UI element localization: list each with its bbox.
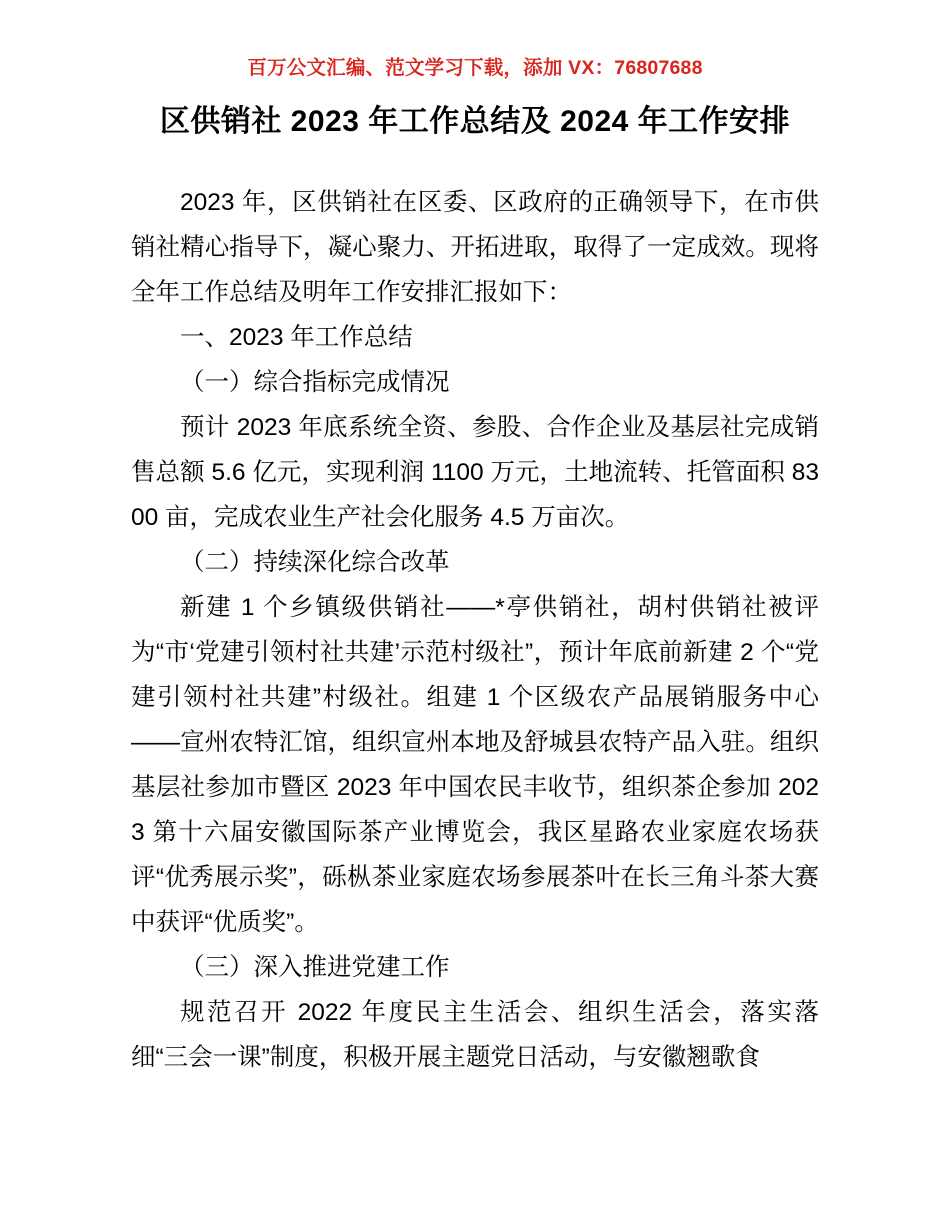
paragraph-subsection-one: 预计 2023 年底系统全资、参股、合作企业及基层社完成销售总额 5.6 亿元，实现利润 1100 万元，土地流转、托管面积 8300 亩，完成农业生产社会化服务 4.5 万亩次。: [131, 414, 819, 532]
heading-section-one: 一、2023 年工作总结: [180, 324, 413, 352]
promo-banner-text: 百万公文汇编、范文学习下载，添加 VX：76807688: [247, 57, 703, 79]
intro-paragraph: 2023 年，区供销社在区委、区政府的正确领导下，在市供销社精心指导下，凝心聚力、开拓进取，取得了一定成效。现将全年工作总结及明年工作安排汇报如下：: [131, 189, 819, 307]
heading-subsection-three: （三）深入推进党建工作: [180, 954, 450, 982]
heading-subsection-one: （一）综合指标完成情况: [180, 369, 450, 397]
paragraph-subsection-two: 新建 1 个乡镇级供销社——*亭供销社，胡村供销社被评为“市‘党建引领村社共建’示范村级社”，预计年底前新建 2 个“党建引领村社共建”村级社。组建 1 个区级农产品展销服务中心——宣州农特汇馆，组织宣州本地及舒城县农特产品入驻。组织基层社参加市暨区 2023 年中国农民丰收节，组织茶企参加 2023 第十六届安徽国际茶产业博览会，我区星路农业家庭农场获评“优秀展示奖”，砾枞茶业家庭农场参展茶叶在长三角斗茶大赛中获评“优质奖”。: [131, 594, 819, 937]
document-title: 区供销社 2023 年工作总结及 2024 年工作安排: [159, 105, 791, 138]
heading-subsection-two: （二）持续深化综合改革: [180, 549, 450, 577]
paragraph-subsection-three: 规范召开 2022 年度民主生活会、组织生活会，落实落细“三会一课”制度，积极开展主题党日活动，与安徽翘歌食: [131, 999, 819, 1072]
document-content: [131, 162, 819, 1080]
